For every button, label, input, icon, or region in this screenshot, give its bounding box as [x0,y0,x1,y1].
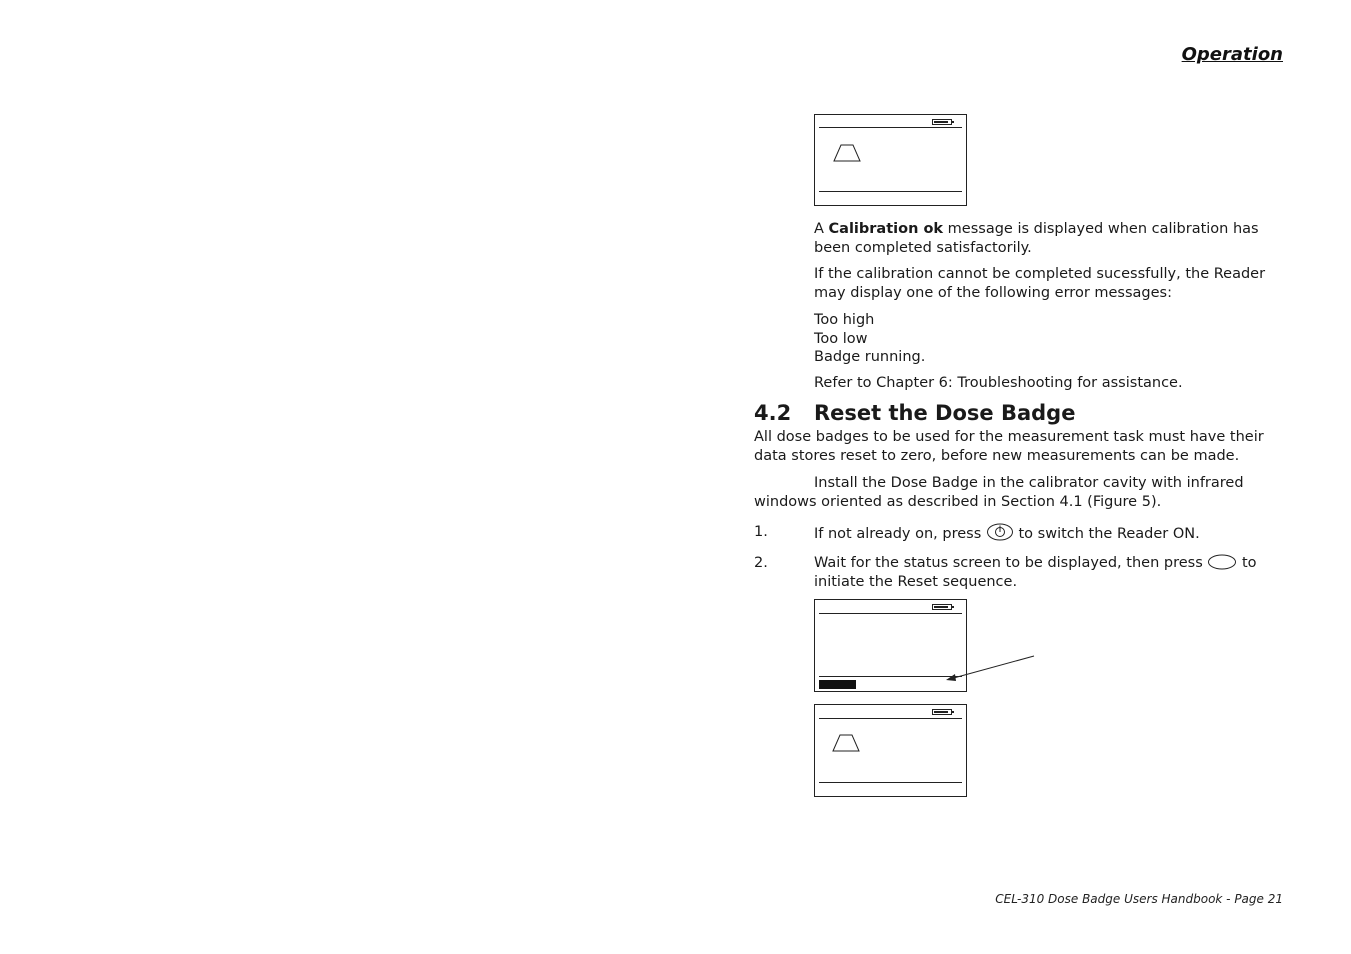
power-button-icon [986,523,1014,541]
calibration-ok-term: Calibration ok [828,221,944,237]
error-item: Too low [814,330,868,347]
section-title: Reset the Dose Badge [814,401,1076,425]
step-2: 2. Wait for the status screen to be displayed, then press to initiate the Reset sequence. [754,555,1257,590]
lcd-screen-calibration [814,114,967,206]
install-instruction: Install the Dose Badge in the calibrator cavity with infrared windows oriented as described in Section 4.1 (Figure 5). [754,475,1244,510]
section-heading [754,401,1274,425]
warning-triangle-icon [832,733,860,753]
battery-icon [932,709,952,715]
battery-icon [932,604,952,610]
pointer-arrow [940,650,1040,685]
step-1: 1. If not already on, press to switch the Reader ON. [754,524,1200,542]
step-number: 1. [754,524,768,540]
step-number: 2. [754,555,768,571]
battery-icon [932,119,952,125]
page-footer: CEL-310 Dose Badge Users Handbook - Page 21 [995,892,1283,906]
section-header: Operation [1181,44,1283,65]
soft-key-button-icon [1207,554,1237,570]
error-item: Too high [814,312,875,328]
reset-softkey-highlight [819,680,856,689]
error-message-list [814,311,1114,367]
troubleshooting-reference: Refer to Chapter 6: Troubleshooting for assistance. [814,375,1183,391]
lcd-screen-reset [814,704,967,797]
calibration-ok-paragraph: A Calibration ok message is displayed when calibration has been completed satisfactorily. [814,221,1259,256]
calibration-error-paragraph: If the calibration cannot be completed sucessfully, the Reader may display one of the following error messages: [814,266,1266,301]
section-intro: All dose badges to be used for the measurement task must have their data stores reset to zero, before new measurements can be made. [754,429,1264,464]
warning-triangle-icon [833,143,861,163]
section-number: 4.2 [754,401,792,425]
error-item: Badge running. [814,349,926,365]
